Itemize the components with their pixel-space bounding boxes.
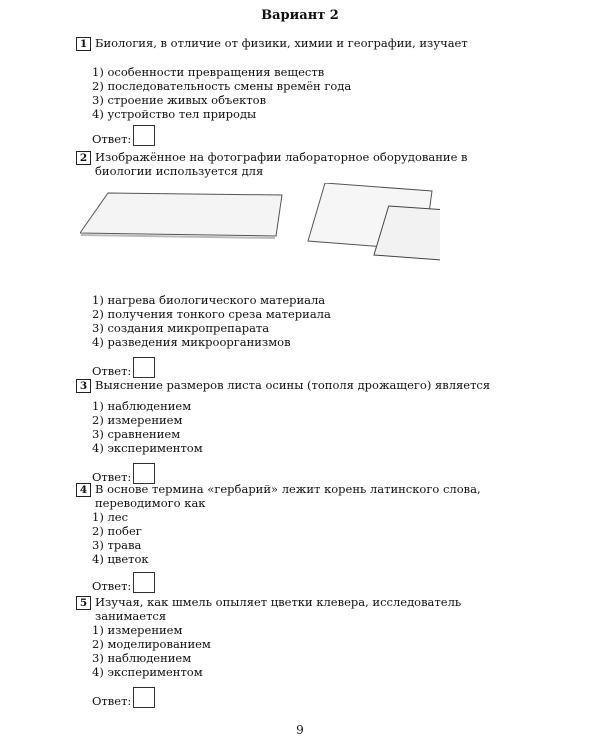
options-list xyxy=(92,510,526,566)
answer-box[interactable] xyxy=(133,687,155,708)
question-3 xyxy=(76,378,526,484)
option: 4) устройство тел природы xyxy=(92,107,257,121)
answer-label: Ответ: xyxy=(92,470,132,484)
answer-row xyxy=(92,572,526,593)
microscope-slides-image xyxy=(80,183,440,273)
question-text: Изображённое на фотографии лабораторное оборудование в биологии используется для xyxy=(95,150,468,178)
answer-label: Ответ: xyxy=(92,579,132,593)
answer-row xyxy=(92,125,526,146)
question-number: 4 xyxy=(76,483,91,497)
option: 1) наблюдением xyxy=(92,399,192,413)
options-list xyxy=(92,65,526,121)
answer-row xyxy=(92,357,526,378)
glass-slide-left xyxy=(80,193,282,236)
option: 3) трава xyxy=(92,538,142,552)
option: 1) лес xyxy=(92,510,129,524)
options-list xyxy=(92,293,526,349)
option: 4) экспериментом xyxy=(92,665,203,679)
answer-label: Ответ: xyxy=(92,132,132,146)
answer-box[interactable] xyxy=(133,572,155,593)
question-text: Изучая, как шмель опыляет цветки клевера, исследователь занимается xyxy=(95,595,462,623)
option: 3) создания микропрепарата xyxy=(92,321,270,335)
option: 4) разведения микроорганизмов xyxy=(92,335,291,349)
question-4 xyxy=(76,482,526,593)
question-5 xyxy=(76,595,526,708)
answer-box[interactable] xyxy=(133,463,155,484)
options-list xyxy=(92,399,526,455)
page-title: Вариант 2 xyxy=(261,8,339,23)
question-2 xyxy=(76,150,526,178)
question-header xyxy=(76,378,526,393)
question-number: 3 xyxy=(76,379,91,393)
page-number: 9 xyxy=(296,723,304,737)
answer-label: Ответ: xyxy=(92,694,132,708)
option: 4) цветок xyxy=(92,552,149,566)
option: 3) наблюдением xyxy=(92,651,192,665)
option: 2) моделированием xyxy=(92,637,211,651)
option: 3) сравнением xyxy=(92,427,181,441)
options-list xyxy=(92,623,526,679)
question-number: 1 xyxy=(76,37,91,51)
question-2-options xyxy=(76,293,526,378)
option: 2) последовательность смены времён года xyxy=(92,79,352,93)
answer-box[interactable] xyxy=(133,357,155,378)
answer-label: Ответ: xyxy=(92,364,132,378)
question-1 xyxy=(76,36,526,146)
question-number: 5 xyxy=(76,596,91,610)
answer-row xyxy=(92,687,526,708)
answer-box[interactable] xyxy=(133,125,155,146)
question-header xyxy=(76,482,526,510)
option: 1) нагрева биологического материала xyxy=(92,293,326,307)
option: 3) строение живых объектов xyxy=(92,93,267,107)
answer-row xyxy=(92,463,526,484)
option: 2) измерением xyxy=(92,413,183,427)
option: 4) экспериментом xyxy=(92,441,203,455)
question-text: Выяснение размеров листа осины (тополя дрожащего) является xyxy=(95,378,491,392)
question-text: В основе термина «гербарий» лежит корень латинского слова, переводимого как xyxy=(95,482,481,510)
option: 2) побег xyxy=(92,524,142,538)
question-header xyxy=(76,36,526,51)
question-header xyxy=(76,595,526,623)
option: 2) получения тонкого среза материала xyxy=(92,307,331,321)
question-text: Биология, в отличие от физики, химии и географии, изучает xyxy=(95,36,468,50)
option: 1) измерением xyxy=(92,623,183,637)
question-number: 2 xyxy=(76,151,91,165)
question-header xyxy=(76,150,526,178)
option: 1) особенности превращения веществ xyxy=(92,65,325,79)
